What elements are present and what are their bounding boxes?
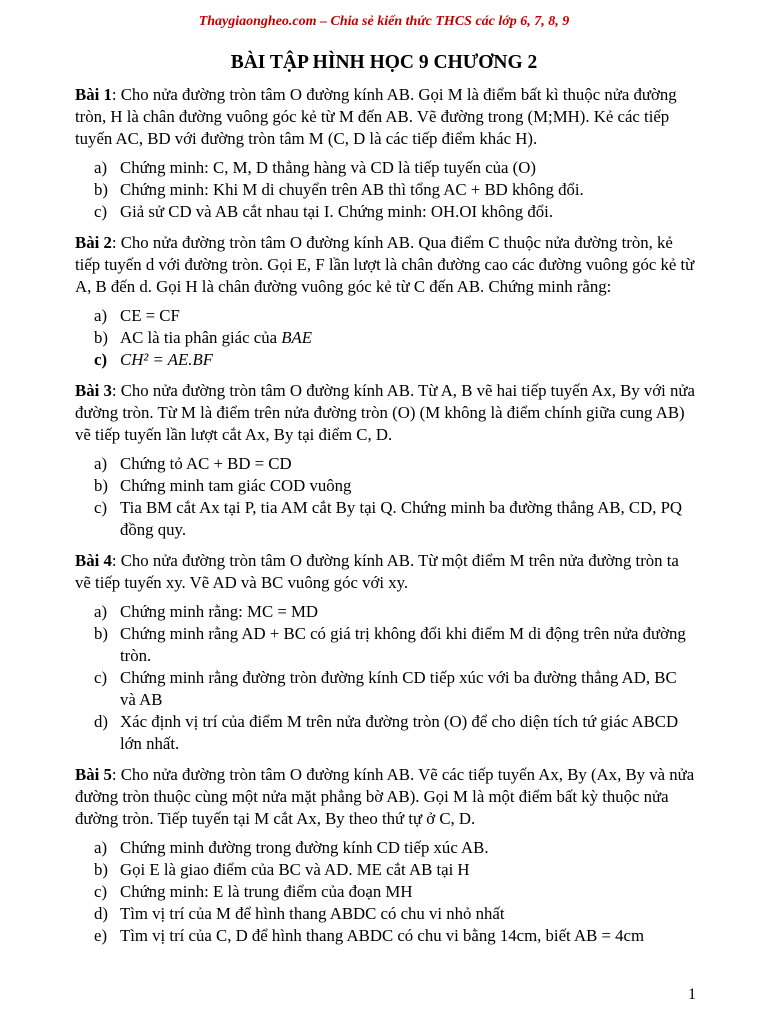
problem-text: : Cho nửa đường tròn tâm O đường kính AB. Từ một điểm M trên nửa đường tròn ta vẽ tiếp tuyến xy. Vẽ AD và BC vuông góc với xy. <box>75 551 679 592</box>
item-text: Tìm vị trí của C, D để hình thang ABDC có chu vi bằng 14cm, biết AB = 4cm <box>120 926 645 945</box>
problem-label: Bài 4 <box>75 551 112 570</box>
item-text: Chứng minh tam giác COD vuông <box>120 476 352 495</box>
page-title: BÀI TẬP HÌNH HỌC 9 CHƯƠNG 2 <box>230 52 538 73</box>
item-text: AC là tia phân giác của <box>120 328 282 347</box>
problem-items <box>75 601 695 755</box>
item-text: Xác định vị trí của điểm M trên nửa đường tròn (O) để cho diện tích tứ giác ABCD lớn nhất. <box>120 712 679 753</box>
item-text: Chứng minh: Khi M di chuyển trên AB thì tổng AC + BD không đổi. <box>120 180 584 199</box>
list-item <box>75 881 695 903</box>
problem-1 <box>75 84 695 223</box>
item-text: Tia BM cắt Ax tại P, tia AM cắt By tại Q. Chứng minh ba đường thẳng AB, CD, PQ đồng quy. <box>120 498 683 539</box>
item-text: Chứng minh rằng: MC = MD <box>120 602 319 621</box>
item-text: Tìm vị trí của M để hình thang ABDC có chu vi nhỏ nhất <box>120 904 505 923</box>
list-item <box>75 859 695 881</box>
problem-items <box>75 837 695 947</box>
problem-label: Bài 1 <box>75 85 112 104</box>
problem-statement <box>75 232 695 298</box>
item-text: CE = CF <box>120 306 180 325</box>
item-letter: a) <box>94 454 108 473</box>
problem-label: Bài 5 <box>75 765 112 784</box>
item-letter: c) <box>94 882 108 901</box>
list-item <box>75 623 695 667</box>
item-letter: a) <box>94 158 108 177</box>
list-item <box>75 157 695 179</box>
item-text: Giả sử CD và AB cắt nhau tại I. Chứng minh: OH.OI không đổi. <box>120 202 554 221</box>
item-text: Chứng minh rằng đường tròn đường kính CD tiếp xúc với ba đường thẳng AD, BC và AB <box>120 668 677 709</box>
site-header: Thaygiaongheo.com – Chia sẻ kiến thức THCS các lớp 6, 7, 8, 9 <box>198 14 570 29</box>
document-body <box>75 84 695 956</box>
problem-items <box>75 305 695 371</box>
problem-label: Bài 3 <box>75 381 112 400</box>
problem-statement <box>75 84 695 150</box>
item-text: Gọi E là giao điểm của BC và AD. ME cắt AB tại H <box>120 860 470 879</box>
problem-text: : Cho nửa đường tròn tâm O đường kính AB. Qua điểm C thuộc nửa đường tròn, kẻ tiếp tuyến d với đường tròn. Gọi E, F lần lượt là chân đường cao các đường vuông góc kẻ từ A, B đến d. Gọi H là chân đường vuông góc kẻ từ C đến AB. Chứng minh rằng: <box>75 233 695 296</box>
problem-text: : Cho nửa đường tròn tâm O đường kính AB. Vẽ các tiếp tuyến Ax, By (Ax, By và nửa đường tròn thuộc cùng một nửa mặt phẳng bờ AB). Gọi M là một điểm bất kỳ thuộc nửa đường tròn. Tiếp tuyến tại M cắt Ax, By theo thứ tự ở C, D. <box>75 765 695 828</box>
problem-4 <box>75 550 695 755</box>
problem-2 <box>75 232 695 371</box>
problem-items <box>75 453 695 541</box>
list-item <box>75 305 695 327</box>
item-letter: c) <box>94 350 108 369</box>
list-item <box>75 837 695 859</box>
list-item <box>75 601 695 623</box>
problem-label: Bài 2 <box>75 233 112 252</box>
list-item <box>75 475 695 497</box>
item-letter: c) <box>94 202 108 221</box>
list-item <box>75 925 695 947</box>
item-letter: b) <box>94 328 108 347</box>
problem-5 <box>75 764 695 947</box>
item-letter: a) <box>94 602 108 621</box>
item-letter: e) <box>94 926 108 945</box>
list-item <box>75 179 695 201</box>
math-formula: CH² = AE.BF <box>120 350 213 369</box>
item-letter: b) <box>94 476 108 495</box>
problem-statement <box>75 550 695 594</box>
problem-text: : Cho nửa đường tròn tâm O đường kính AB. Gọi M là điểm bất kì thuộc nửa đường tròn, H là chân đường vuông góc kẻ từ M đến AB. Vẽ đường trong (M;MH). Kẻ các tiếp tuyến AC, BD với đường tròn tâm M (C, D là các tiếp điểm khác H). <box>75 85 677 148</box>
item-letter: b) <box>94 180 108 199</box>
item-letter: b) <box>94 860 108 879</box>
item-letter: b) <box>94 624 108 643</box>
list-item <box>75 201 695 223</box>
list-item <box>75 667 695 711</box>
problem-items <box>75 157 695 223</box>
list-item <box>75 903 695 925</box>
problem-statement <box>75 380 695 446</box>
problem-text: : Cho nửa đường tròn tâm O đường kính AB. Từ A, B vẽ hai tiếp tuyến Ax, By với nửa đường tròn. Từ M là điểm trên nửa đường tròn (O) (M không là điểm chính giữa cung AB) vẽ tiếp tuyến lần lượt cắt Ax, By tại điểm C, D. <box>75 381 695 444</box>
item-text: Chứng tỏ AC + BD = CD <box>120 454 292 473</box>
item-text: Chứng minh: C, M, D thẳng hàng và CD là tiếp tuyến của (O) <box>120 158 536 177</box>
problem-3 <box>75 380 695 541</box>
item-letter: a) <box>94 306 108 325</box>
item-letter: a) <box>94 838 108 857</box>
item-text: Chứng minh: E là trung điểm của đoạn MH <box>120 882 413 901</box>
item-letter: c) <box>94 668 108 687</box>
item-text: Chứng minh rằng AD + BC có giá trị không đổi khi điểm M di động trên nửa đường tròn. <box>120 624 686 665</box>
item-letter: d) <box>94 904 108 923</box>
item-text: Chứng minh đường trong đường kính CD tiếp xúc AB. <box>120 838 489 857</box>
problem-statement <box>75 764 695 830</box>
list-item <box>75 349 695 371</box>
list-item <box>75 497 695 541</box>
list-item <box>75 711 695 755</box>
list-item <box>75 327 695 349</box>
math-angle: BAE <box>281 328 312 347</box>
page-number: 1 <box>688 986 696 1003</box>
list-item <box>75 453 695 475</box>
item-letter: c) <box>94 498 108 517</box>
item-letter: d) <box>94 712 108 731</box>
